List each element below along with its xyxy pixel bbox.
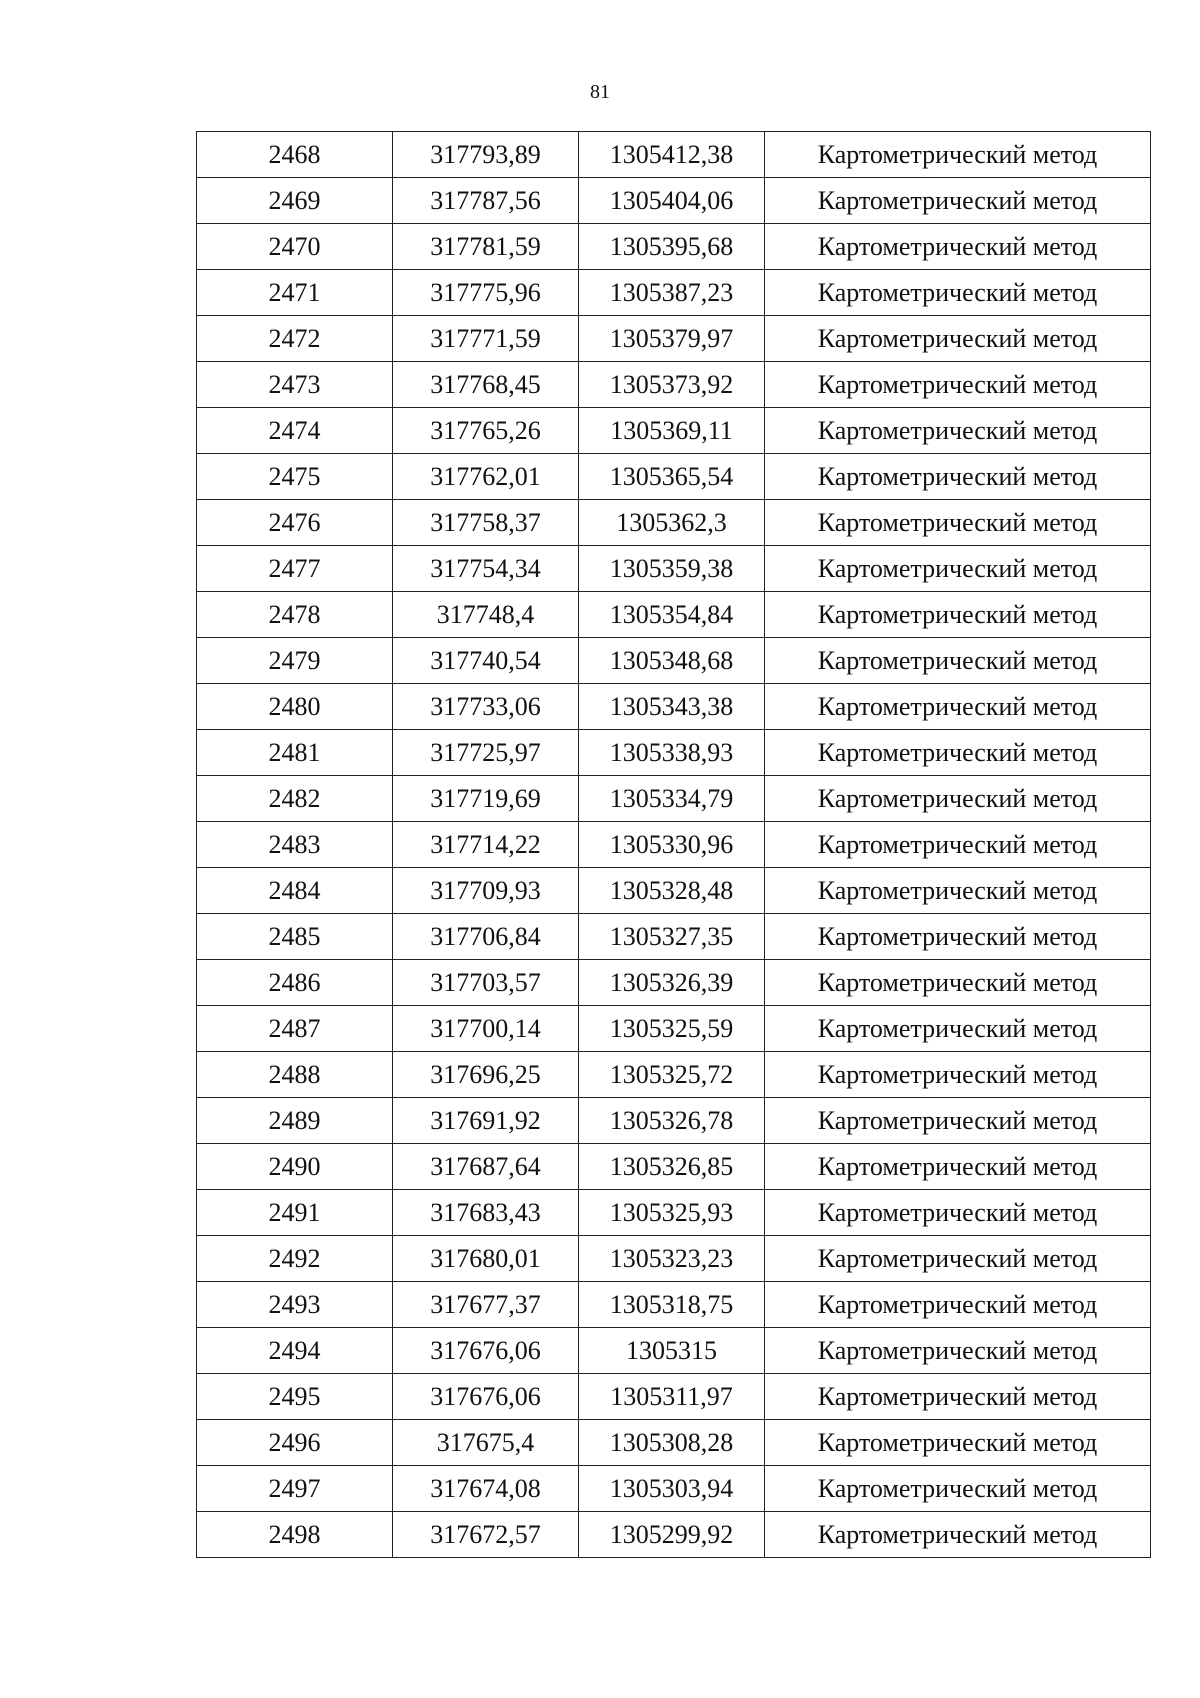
x-coordinate-cell: 317775,96 (393, 270, 579, 316)
x-coordinate-cell: 317676,06 (393, 1374, 579, 1420)
table-row (197, 960, 1151, 1006)
table-body (197, 132, 1151, 1558)
x-coordinate-cell: 317706,84 (393, 914, 579, 960)
x-coordinate-cell: 317793,89 (393, 132, 579, 178)
y-coordinate-cell: 1305404,06 (579, 178, 765, 224)
point-number-cell: 2474 (197, 408, 393, 454)
x-coordinate-cell: 317768,45 (393, 362, 579, 408)
point-number-cell: 2483 (197, 822, 393, 868)
x-coordinate-cell: 317677,37 (393, 1282, 579, 1328)
method-cell: Картометрический метод (765, 1190, 1151, 1236)
point-number-cell: 2494 (197, 1328, 393, 1374)
table-row (197, 1190, 1151, 1236)
y-coordinate-cell: 1305330,96 (579, 822, 765, 868)
point-number-cell: 2489 (197, 1098, 393, 1144)
method-cell: Картометрический метод (765, 822, 1151, 868)
point-number-cell: 2468 (197, 132, 393, 178)
method-cell: Картометрический метод (765, 408, 1151, 454)
method-cell: Картометрический метод (765, 1006, 1151, 1052)
y-coordinate-cell: 1305343,38 (579, 684, 765, 730)
x-coordinate-cell: 317680,01 (393, 1236, 579, 1282)
method-cell: Картометрический метод (765, 1328, 1151, 1374)
y-coordinate-cell: 1305359,38 (579, 546, 765, 592)
x-coordinate-cell: 317719,69 (393, 776, 579, 822)
point-number-cell: 2497 (197, 1466, 393, 1512)
point-number-cell: 2498 (197, 1512, 393, 1558)
table-row (197, 730, 1151, 776)
x-coordinate-cell: 317691,92 (393, 1098, 579, 1144)
method-cell: Картометрический метод (765, 684, 1151, 730)
x-coordinate-cell: 317676,06 (393, 1328, 579, 1374)
method-cell: Картометрический метод (765, 316, 1151, 362)
x-coordinate-cell: 317700,14 (393, 1006, 579, 1052)
table-row (197, 362, 1151, 408)
y-coordinate-cell: 1305328,48 (579, 868, 765, 914)
point-number-cell: 2488 (197, 1052, 393, 1098)
y-coordinate-cell: 1305325,59 (579, 1006, 765, 1052)
point-number-cell: 2472 (197, 316, 393, 362)
x-coordinate-cell: 317709,93 (393, 868, 579, 914)
point-number-cell: 2484 (197, 868, 393, 914)
method-cell: Картометрический метод (765, 270, 1151, 316)
x-coordinate-cell: 317762,01 (393, 454, 579, 500)
y-coordinate-cell: 1305387,23 (579, 270, 765, 316)
x-coordinate-cell: 317714,22 (393, 822, 579, 868)
method-cell: Картометрический метод (765, 960, 1151, 1006)
table-row (197, 1052, 1151, 1098)
x-coordinate-cell: 317754,34 (393, 546, 579, 592)
x-coordinate-cell: 317765,26 (393, 408, 579, 454)
y-coordinate-cell: 1305325,93 (579, 1190, 765, 1236)
x-coordinate-cell: 317687,64 (393, 1144, 579, 1190)
point-number-cell: 2480 (197, 684, 393, 730)
x-coordinate-cell: 317703,57 (393, 960, 579, 1006)
method-cell: Картометрический метод (765, 500, 1151, 546)
point-number-cell: 2471 (197, 270, 393, 316)
y-coordinate-cell: 1305365,54 (579, 454, 765, 500)
point-number-cell: 2491 (197, 1190, 393, 1236)
y-coordinate-cell: 1305326,85 (579, 1144, 765, 1190)
table-row (197, 1374, 1151, 1420)
method-cell: Картометрический метод (765, 1374, 1151, 1420)
y-coordinate-cell: 1305395,68 (579, 224, 765, 270)
method-cell: Картометрический метод (765, 868, 1151, 914)
point-number-cell: 2478 (197, 592, 393, 638)
table-row (197, 1006, 1151, 1052)
page-number: 81 (590, 81, 610, 103)
point-number-cell: 2470 (197, 224, 393, 270)
table-row (197, 316, 1151, 362)
method-cell: Картометрический метод (765, 914, 1151, 960)
y-coordinate-cell: 1305326,39 (579, 960, 765, 1006)
point-number-cell: 2485 (197, 914, 393, 960)
method-cell: Картометрический метод (765, 362, 1151, 408)
x-coordinate-cell: 317748,4 (393, 592, 579, 638)
method-cell: Картометрический метод (765, 1098, 1151, 1144)
y-coordinate-cell: 1305412,38 (579, 132, 765, 178)
y-coordinate-cell: 1305299,92 (579, 1512, 765, 1558)
method-cell: Картометрический метод (765, 1420, 1151, 1466)
method-cell: Картометрический метод (765, 454, 1151, 500)
y-coordinate-cell: 1305323,23 (579, 1236, 765, 1282)
method-cell: Картометрический метод (765, 1236, 1151, 1282)
table-row (197, 1236, 1151, 1282)
point-number-cell: 2479 (197, 638, 393, 684)
table-row (197, 1282, 1151, 1328)
table-row (197, 776, 1151, 822)
table-row (197, 270, 1151, 316)
x-coordinate-cell: 317672,57 (393, 1512, 579, 1558)
table-row (197, 914, 1151, 960)
method-cell: Картометрический метод (765, 730, 1151, 776)
table-row (197, 1466, 1151, 1512)
method-cell: Картометрический метод (765, 638, 1151, 684)
x-coordinate-cell: 317725,97 (393, 730, 579, 776)
point-number-cell: 2487 (197, 1006, 393, 1052)
table-row (197, 546, 1151, 592)
point-number-cell: 2482 (197, 776, 393, 822)
table-row (197, 224, 1151, 270)
y-coordinate-cell: 1305325,72 (579, 1052, 765, 1098)
table-row (197, 592, 1151, 638)
table-row (197, 684, 1151, 730)
method-cell: Картометрический метод (765, 132, 1151, 178)
x-coordinate-cell: 317781,59 (393, 224, 579, 270)
table-row (197, 454, 1151, 500)
method-cell: Картометрический метод (765, 178, 1151, 224)
method-cell: Картометрический метод (765, 776, 1151, 822)
x-coordinate-cell: 317733,06 (393, 684, 579, 730)
y-coordinate-cell: 1305354,84 (579, 592, 765, 638)
y-coordinate-cell: 1305369,11 (579, 408, 765, 454)
x-coordinate-cell: 317787,56 (393, 178, 579, 224)
table-row (197, 500, 1151, 546)
coordinates-table (196, 131, 1151, 1558)
table-row (197, 1098, 1151, 1144)
x-coordinate-cell: 317758,37 (393, 500, 579, 546)
method-cell: Картометрический метод (765, 1512, 1151, 1558)
y-coordinate-cell: 1305373,92 (579, 362, 765, 408)
y-coordinate-cell: 1305303,94 (579, 1466, 765, 1512)
y-coordinate-cell: 1305318,75 (579, 1282, 765, 1328)
point-number-cell: 2473 (197, 362, 393, 408)
point-number-cell: 2490 (197, 1144, 393, 1190)
table-row (197, 1512, 1151, 1558)
table-row (197, 822, 1151, 868)
point-number-cell: 2486 (197, 960, 393, 1006)
point-number-cell: 2493 (197, 1282, 393, 1328)
table-row (197, 178, 1151, 224)
table-row (197, 1144, 1151, 1190)
x-coordinate-cell: 317696,25 (393, 1052, 579, 1098)
table-row (197, 132, 1151, 178)
x-coordinate-cell: 317675,4 (393, 1420, 579, 1466)
point-number-cell: 2476 (197, 500, 393, 546)
y-coordinate-cell: 1305308,28 (579, 1420, 765, 1466)
table-row (197, 638, 1151, 684)
y-coordinate-cell: 1305334,79 (579, 776, 765, 822)
y-coordinate-cell: 1305315 (579, 1328, 765, 1374)
x-coordinate-cell: 317740,54 (393, 638, 579, 684)
y-coordinate-cell: 1305311,97 (579, 1374, 765, 1420)
point-number-cell: 2481 (197, 730, 393, 776)
y-coordinate-cell: 1305362,3 (579, 500, 765, 546)
table-row (197, 408, 1151, 454)
point-number-cell: 2477 (197, 546, 393, 592)
method-cell: Картометрический метод (765, 1144, 1151, 1190)
y-coordinate-cell: 1305338,93 (579, 730, 765, 776)
y-coordinate-cell: 1305379,97 (579, 316, 765, 362)
table-row (197, 1420, 1151, 1466)
method-cell: Картометрический метод (765, 546, 1151, 592)
method-cell: Картометрический метод (765, 1466, 1151, 1512)
y-coordinate-cell: 1305327,35 (579, 914, 765, 960)
point-number-cell: 2469 (197, 178, 393, 224)
method-cell: Картометрический метод (765, 1282, 1151, 1328)
point-number-cell: 2475 (197, 454, 393, 500)
table-row (197, 868, 1151, 914)
x-coordinate-cell: 317683,43 (393, 1190, 579, 1236)
point-number-cell: 2496 (197, 1420, 393, 1466)
x-coordinate-cell: 317771,59 (393, 316, 579, 362)
y-coordinate-cell: 1305326,78 (579, 1098, 765, 1144)
x-coordinate-cell: 317674,08 (393, 1466, 579, 1512)
method-cell: Картометрический метод (765, 592, 1151, 638)
y-coordinate-cell: 1305348,68 (579, 638, 765, 684)
method-cell: Картометрический метод (765, 224, 1151, 270)
method-cell: Картометрический метод (765, 1052, 1151, 1098)
point-number-cell: 2492 (197, 1236, 393, 1282)
point-number-cell: 2495 (197, 1374, 393, 1420)
table-row (197, 1328, 1151, 1374)
